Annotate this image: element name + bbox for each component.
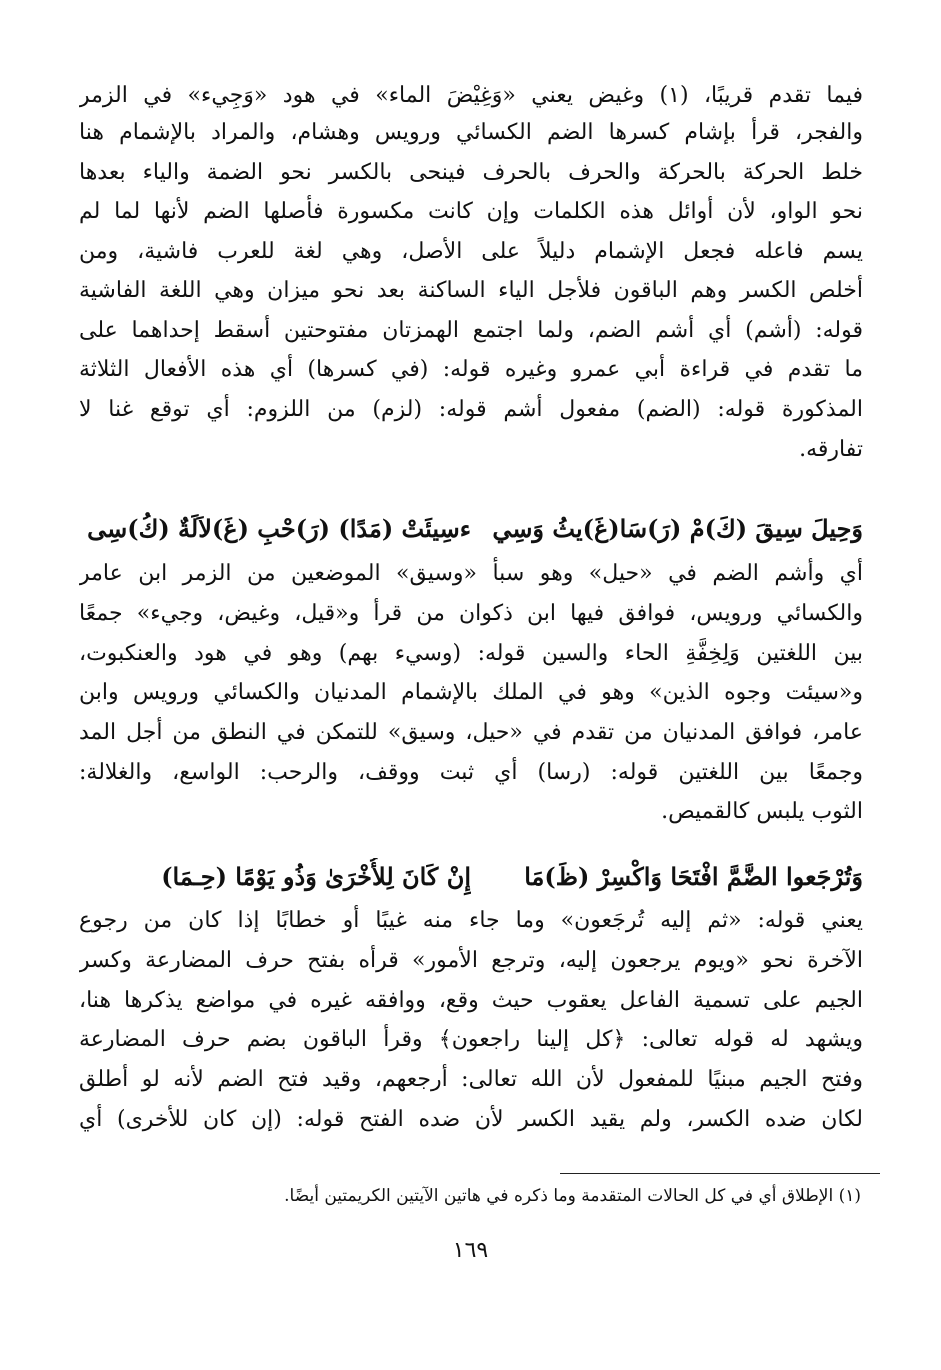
text-line: أي وأشم الضم في «حيل» وهو سبأ «وسيق» الموضعين من الزمر ابن عامر [79, 561, 863, 586]
footnote: (١) الإطلاق أي في كل الحالات المتقدمة وما ذكره في هاتين الآيتين الكريمتين أيضًا. [284, 1186, 861, 1206]
text-line: وفتح الجيم مبنيًا للمفعول لأن الله تعالى: أرجعهم، وقيد فتح الضم لأنه لو أطلق [79, 1067, 863, 1092]
text-line: يعني قوله: «ثم إليه تُرجَعون» وما جاء منه غيبًا أو خطابًا إذا كان من رجوع [79, 908, 863, 933]
page-number: ١٦٩ [452, 1238, 489, 1263]
text-line: الآخرة نحو «ويوم يرجعون إليه، وترجع الأمور» قرأه بفتح حرف المضارعة وكسر [79, 948, 863, 973]
text-line: يسم فاعله فجعل الإشمام دليلاً على الأصل، وهي لغة للعرب فاشية، ومن [79, 239, 863, 264]
text-line: بين اللغتين وَلِخِفَّةِ الحاء والسين قوله: (وسيء بهم) وهو في هود والعنكبوت، [79, 641, 863, 666]
text-line: و«سيئت وجوه الذين» وهو في الملك بالإشمام المدنيان والكسائي ورويس وابن [79, 680, 863, 705]
text-line: والكسائي ورويس، فوافق فيها ابن ذكوان من قرأ و«قيل، وغيض، وجيء» جمعًا [79, 601, 863, 626]
text-line: عامر، فوافق المدنيان من تقدم في «حيل، وسيق» للتمكن في النطق من أجل المد [79, 720, 863, 745]
text-line: قوله: (أشم) أي أشم الضم، ولما اجتمع الهمزتان مفتوحتين أسقط إحداهما على [79, 318, 863, 343]
text-line: الثوب يلبس كالقميص. [661, 799, 863, 824]
text-line: الجيم على تسمية الفاعل يعقوب حيث وقع، ووافقه غيره في مواضع يذكرها هنا، [79, 988, 863, 1013]
text-line: المذكورة قوله: (الضم) مفعول أشم قوله: (لزم) من اللزوم: أي توقع غنا لا [79, 397, 863, 422]
footnote-divider [560, 1173, 880, 1174]
text-line: ويشهد له قوله تعالى: ﴿كل إلينا راجعون﴾ وقرأ الباقون بضم حرف المضارعة [79, 1027, 863, 1052]
verse-hemistich-left: إِنْ كَانَ لِلأُخْرَىٰ وَذُو يَوْمًا (حِـمَا) [161, 862, 471, 891]
text-line: تفارقه. [799, 437, 863, 462]
text-line: أخلص الكسر وهم الباقون فلأجل الياء الساكنة بعد نحو ميزان وهي اللغة الفاشية [79, 278, 863, 303]
text-line: لكان ضده الكسر، ولم يقيد الكسر لأن ضده الفتح قوله: (إن كان للأخرى) أي [79, 1107, 863, 1132]
verse-hemistich-right: وَتُرْجَعوا الضَّمَّ افْتَحَا وَاكْسِرْ (ظَ)مَا [524, 862, 863, 891]
text-line: نحو الواو، لأن أوائل هذه الكلمات وإن كانت مكسورة فأصلها الضم لأنها لما لم [79, 199, 863, 224]
verse-hemistich-left: ءسِيئَتْ (مَدًا) (رَ)حْبِ (غَ)لاَلَةٌ (كُ)سِى [87, 514, 471, 543]
text-line: والفجر، قرأ بإشام كسرها الضم الكسائي ورويس وهشام، والمراد بالإشمام هنا [79, 120, 863, 145]
text-line: فيما تقدم قريبًا، (١) وغيض يعني «وَغِيْضَ الماء» في هود «وَجِيء» في الزمر [79, 83, 863, 108]
verse-hemistich-right: وَحِيلَ سِيقَ (كَ)مْ (رَ)سَا(غَ)يثُ وَسِي [492, 514, 863, 543]
text-line: خلط الحركة بالحركة والحرف بالحرف فينحى بالكسر نحو الضمة والياء بعدها [79, 160, 863, 185]
text-line: ما تقدم في قراءة أبي عمرو وغيره قوله: (في كسرها) أي هذه الأفعال الثلاثة [79, 357, 863, 382]
text-line: وجمعًا بين اللغتين قوله: (رسا) أي ثبت ووقف، والرحب: الواسع، والغلالة: [79, 760, 863, 785]
